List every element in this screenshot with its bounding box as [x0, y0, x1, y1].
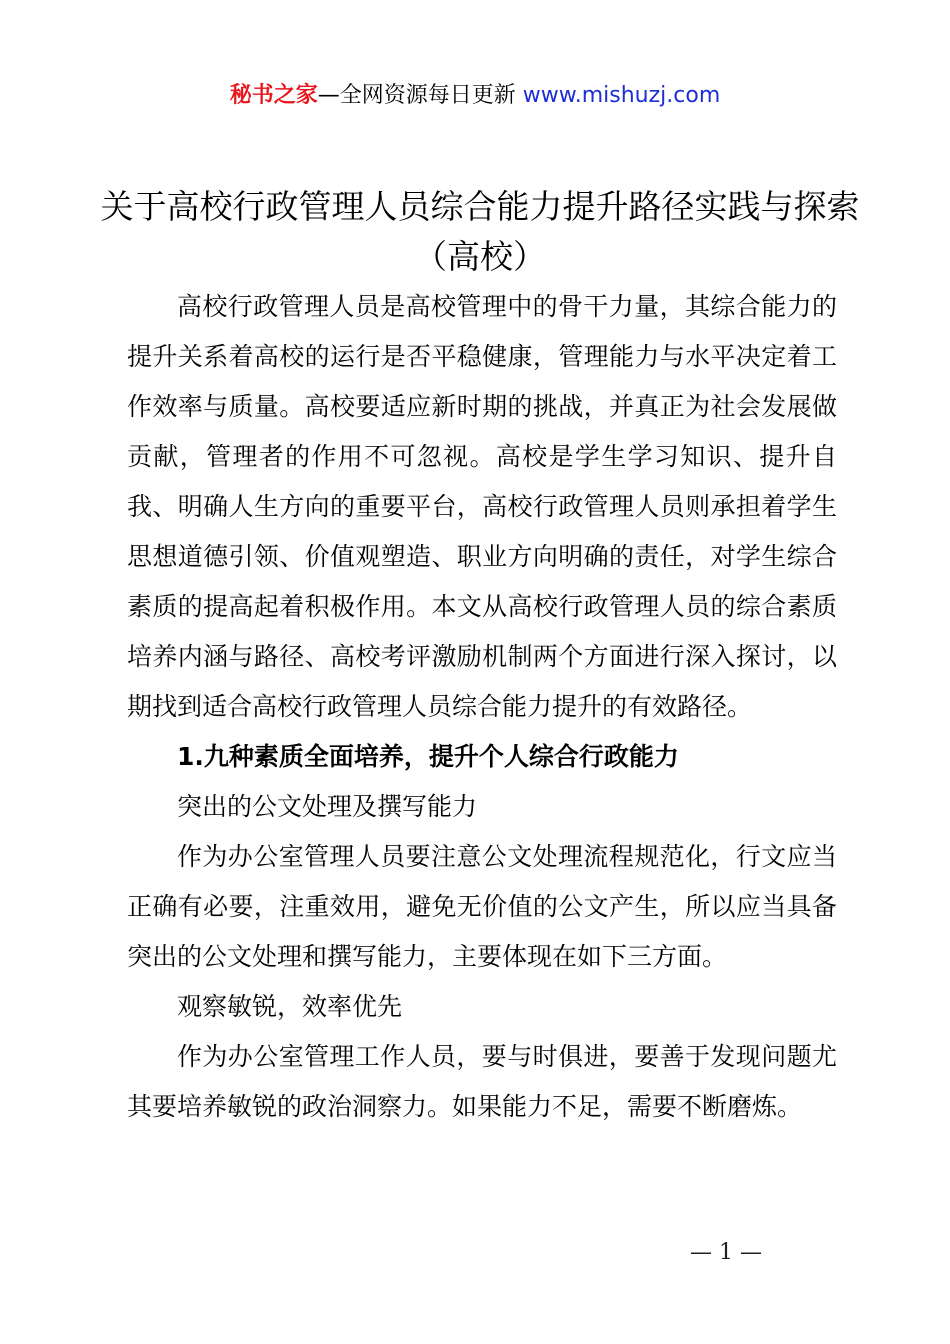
document-body [127, 282, 837, 1132]
site-tagline: —全网资源每日更新 [317, 83, 523, 108]
subheading-writing-ability: 突出的公文处理及撰写能力 [177, 792, 478, 821]
document-title: 关于高校行政管理人员综合能力提升路径实践与探索（高校） [100, 187, 860, 276]
site-url-link[interactable]: www.mishuzj.com [522, 83, 721, 108]
section-heading: 1.九种素质全面培养，提升个人综合行政能力 [177, 742, 679, 771]
page-number: — 1 — [690, 1240, 762, 1265]
intro-paragraph: 高校行政管理人员是高校管理中的骨干力量，其综合能力的提升关系着高校的运行是否平稳健康，管理能力与水平决定着工作效率与质量。高校要适应新时期的挑战，并真正为社会发展做贡献，管理者的作用不可忽视。高校是学生学习知识、提升自我、明确人生方向的重要平台，高校行政管理人员则承担着学生思想道德引领、价值观塑造、职业方向明确的责任，对学生综合素质的提高起着积极作用。本文从高校行政管理人员的综合素质培养内涵与路径、高校考评激励机制两个方面进行深入探讨，以期找到适合高校行政管理人员综合能力提升的有效路径。 [127, 292, 837, 721]
site-header [0, 80, 950, 112]
observation-paragraph: 作为办公室管理工作人员，要与时俱进，要善于发现问题尤其要培养敏锐的政治洞察力。如果能力不足，需要不断磨炼。 [127, 1042, 837, 1121]
writing-ability-paragraph: 作为办公室管理人员要注意公文处理流程规范化，行文应当正确有必要，注重效用，避免无价值的公文产生，所以应当具备突出的公文处理和撰写能力，主要体现在如下三方面。 [127, 842, 837, 971]
subheading-observation: 观察敏锐，效率优先 [177, 992, 403, 1021]
site-brand: 秘书之家 [229, 83, 318, 108]
